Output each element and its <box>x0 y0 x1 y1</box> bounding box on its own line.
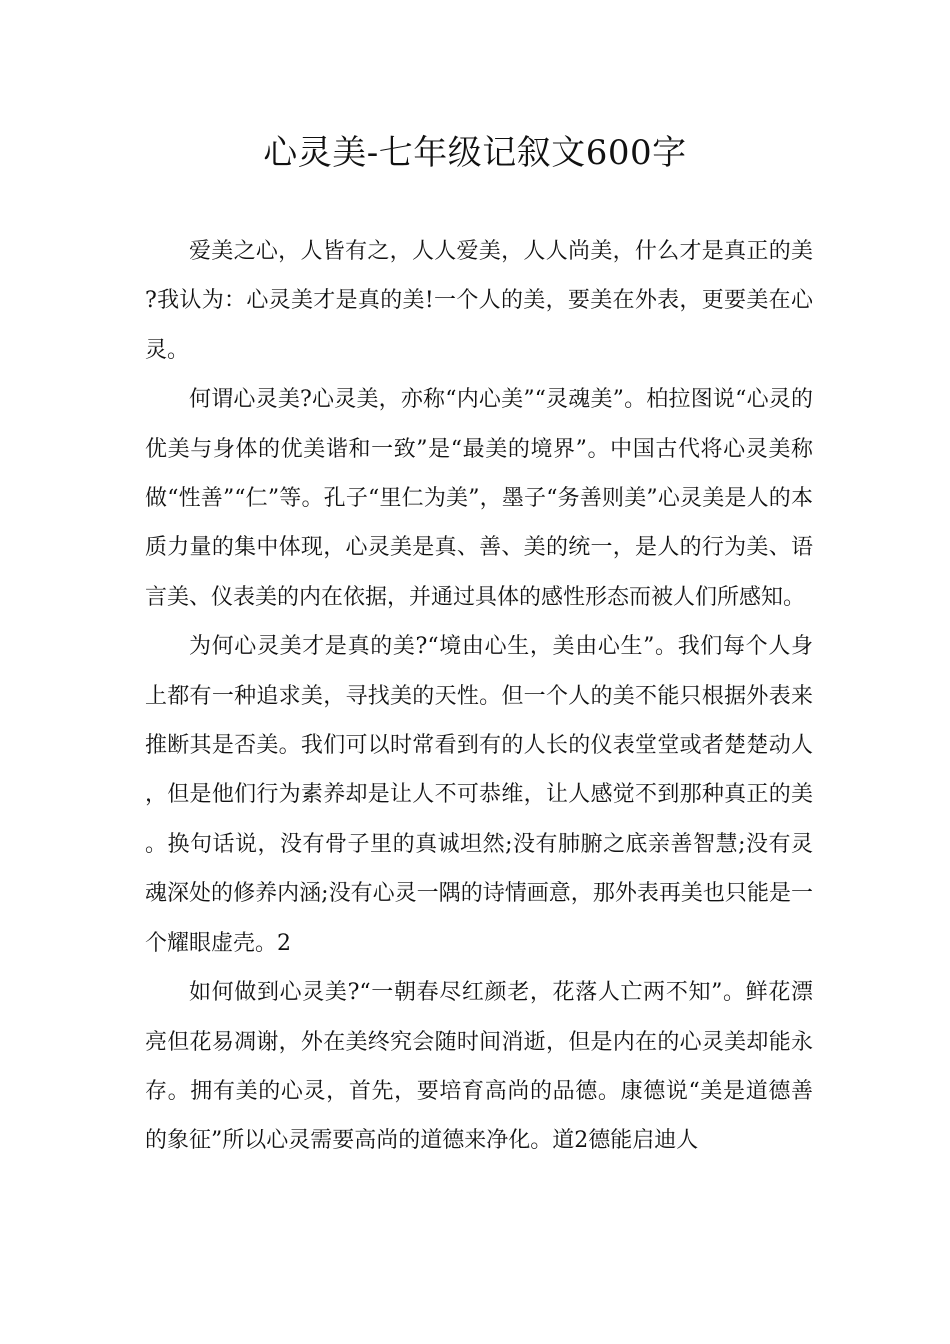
paragraph-1: 爱美之心，人皆有之，人人爱美，人人尚美，什么才是真正的美?我认为：心灵美才是真的美!一个人的美，要美在外表，更要美在心灵。 <box>145 239 813 363</box>
paragraph-2: 何谓心灵美?心灵美，亦称“内心美”“灵魂美”。柏拉图说“心灵的优美与身体的优美谐和一致”是“最美的境界”。中国古代将心灵美称做“性善”“仁”等。孔子“里仁为美”，墨子“务善则美”心灵美是人的本质力量的集中体现，心灵美是真、善、美的统一，是人的行为美、语言美、仪表美的内在依据，并通过具体的感性形态而被人们所感知。 <box>145 387 813 610</box>
document-title: 心灵美-七年级记叙文600字 <box>263 133 687 173</box>
paragraph-4: 如何做到心灵美?“一朝春尽红颜老，花落人亡两不知”。鲜花漂亮但花易凋谢，外在美终究会随时间消逝，但是内在的心灵美却能永存。拥有美的心灵，首先，要培育高尚的品德。康德说“美是道德善的象征”所以心灵需要高尚的道德来净化。道2德能启迪人 <box>145 980 813 1154</box>
document-body <box>145 227 813 1166</box>
paragraph-3: 为何心灵美才是真的美?“境由心生，美由心生”。我们每个人身上都有一种追求美，寻找美的天性。但一个人的美不能只根据外表来推断其是否美。我们可以时常看到有的人长的仪表堂堂或者楚楚动人，但是他们行为素养却是让人不可恭维，让人感觉不到那种真正的美。换句话说，没有骨子里的真诚坦然;没有肺腑之底亲善智慧;没有灵魂深处的修养内涵;没有心灵一隅的诗情画意，那外表再美也只能是一个耀眼虚壳。2 <box>145 634 813 956</box>
